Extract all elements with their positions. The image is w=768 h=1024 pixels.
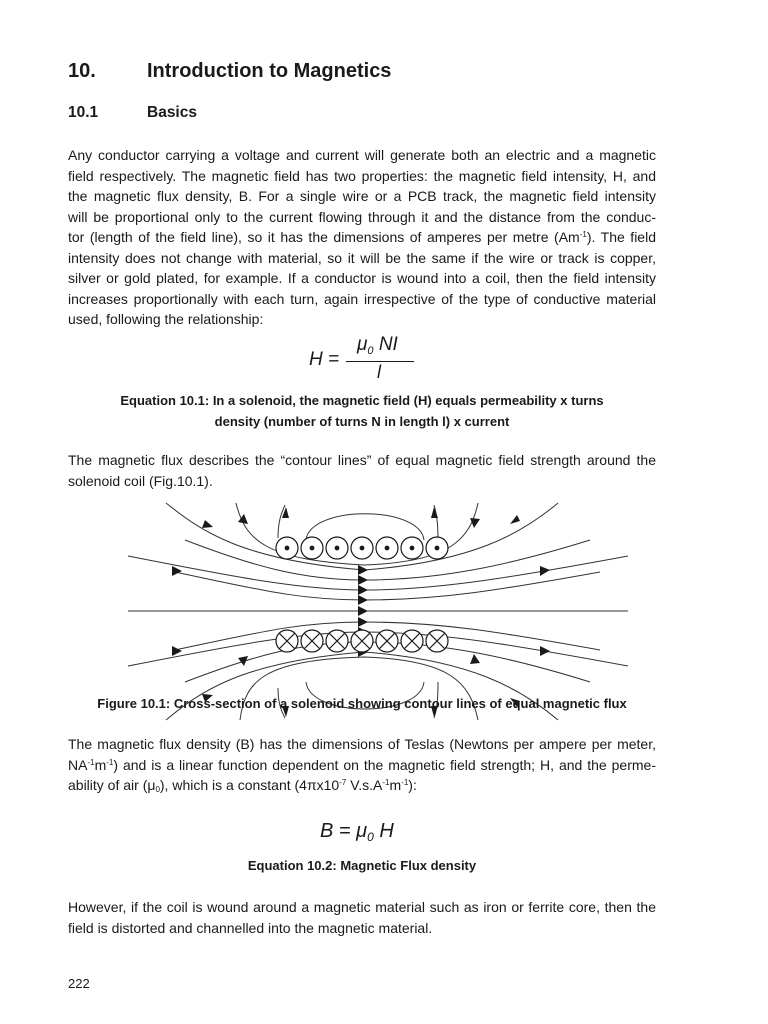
text-fragment: NA xyxy=(68,756,88,773)
subscript: 0 xyxy=(367,830,374,844)
arrowhead xyxy=(172,566,182,576)
field-line xyxy=(278,505,285,538)
text-line xyxy=(68,755,656,776)
superscript: -1 xyxy=(106,757,114,767)
arrowhead xyxy=(202,520,213,528)
section-title: Basics xyxy=(147,104,197,121)
superscript: -1 xyxy=(579,230,587,239)
text-fragment: m xyxy=(389,777,402,793)
arrowhead xyxy=(358,606,368,616)
arrowhead xyxy=(431,507,438,518)
field-line xyxy=(306,514,424,540)
subscript: 0 xyxy=(367,345,374,357)
eq2-lhs: B = xyxy=(320,820,357,842)
field-line xyxy=(175,572,600,600)
arrowhead xyxy=(172,646,182,656)
text-line xyxy=(68,775,656,796)
arrowhead xyxy=(358,575,368,585)
arrowhead xyxy=(540,646,550,656)
text-line: silver or gold plated, for example. If a conductor is wound into a coil, then the field intensity xyxy=(68,270,656,286)
arrowhead xyxy=(358,595,368,605)
coil-top xyxy=(276,537,448,559)
eq1-num-rest: NI xyxy=(373,334,398,355)
text-line: However, if the coil is wound around a magnetic material such as iron or ferrite core, then the xyxy=(68,899,656,915)
text-fragment: tor (length of the field line), so it has the dimensions of amperes per metre (Am xyxy=(68,229,580,245)
caption-line: density (number of turns N in length l) x current xyxy=(214,414,510,429)
figure-caption-10-1: Figure 10.1: Cross-section of a solenoid showing contour lines of equal magnetic flux xyxy=(97,696,627,711)
eq1-lhs: H = xyxy=(309,349,340,370)
text-fragment: ): xyxy=(408,777,417,793)
text-fragment: ). The field xyxy=(586,229,656,245)
chapter-number: 10. xyxy=(68,60,96,82)
text-line: solenoid coil (Fig.10.1). xyxy=(68,472,213,489)
text-line: the magnetic flux density, B. For a single wire or a PCB track, the magnetic field intensity xyxy=(68,188,656,204)
superscript: -1 xyxy=(382,778,390,787)
text-line: intensity does not change with material, so it will be the same if the wire or track is copper, xyxy=(68,249,656,266)
text-fragment: V.s.A xyxy=(346,777,383,793)
subscript: 0 xyxy=(155,785,160,794)
paragraph-core xyxy=(68,897,656,938)
text-fragment: ), which is a constant (4πx10 xyxy=(159,777,340,793)
text-fragment: m xyxy=(94,756,107,773)
text-line: field respectively. The magnetic field has two properties: the magnetic field intensity, H, and xyxy=(68,167,656,184)
arrowhead xyxy=(470,654,480,664)
superscript: -7 xyxy=(339,778,347,787)
eq1-denominator: l xyxy=(377,362,381,382)
arrowhead xyxy=(358,565,368,575)
text-line: The magnetic flux density (B) has the dimensions of Teslas (Newtons per ampere per meter, xyxy=(68,736,656,752)
text-line: used, following the relationship: xyxy=(68,311,264,327)
text-line: field is distorted and channelled into the magnetic material. xyxy=(68,919,433,936)
text-line: increases proportionally with each turn, again irrespective of the type of conductive material xyxy=(68,290,656,307)
coil-bottom xyxy=(276,630,448,652)
chapter-title: Introduction to Magnetics xyxy=(147,60,392,82)
equation-caption-10-2: Equation 10.2: Magnetic Flux density xyxy=(247,858,477,873)
superscript: -1 xyxy=(87,757,95,767)
paragraph-flux-density xyxy=(68,734,656,796)
text-fragment: ) and is a linear function dependent on the magnetic field strength; H, and the perme- xyxy=(113,756,656,773)
arrowhead xyxy=(358,585,368,595)
caption-line: Equation 10.1: In a solenoid, the magnetic field (H) equals permeability x turns xyxy=(120,393,604,408)
equation-10-2 xyxy=(320,820,394,843)
arrowhead xyxy=(238,656,248,666)
field-line xyxy=(128,556,628,590)
text-fragment: ability of air (μ xyxy=(68,777,156,793)
section-number: 10.1 xyxy=(68,104,99,121)
text-line: Any conductor carrying a voltage and current will generate both an electric and a magnetic xyxy=(68,147,656,163)
mu-symbol: μ xyxy=(356,820,368,842)
superscript: -1 xyxy=(401,778,409,787)
mu-symbol: μ xyxy=(357,334,368,355)
text-line: The magnetic flux describes the “contour lines” of equal magnetic field strength around the xyxy=(68,452,656,468)
eq2-rhs: H xyxy=(373,820,394,842)
page-number: 222 xyxy=(68,976,90,991)
arrowhead xyxy=(510,515,520,524)
arrowhead xyxy=(540,566,550,576)
arrowhead xyxy=(358,617,368,627)
text-line: will be proportional only to the current flowing through it and the distance from the conduc- xyxy=(68,208,656,225)
